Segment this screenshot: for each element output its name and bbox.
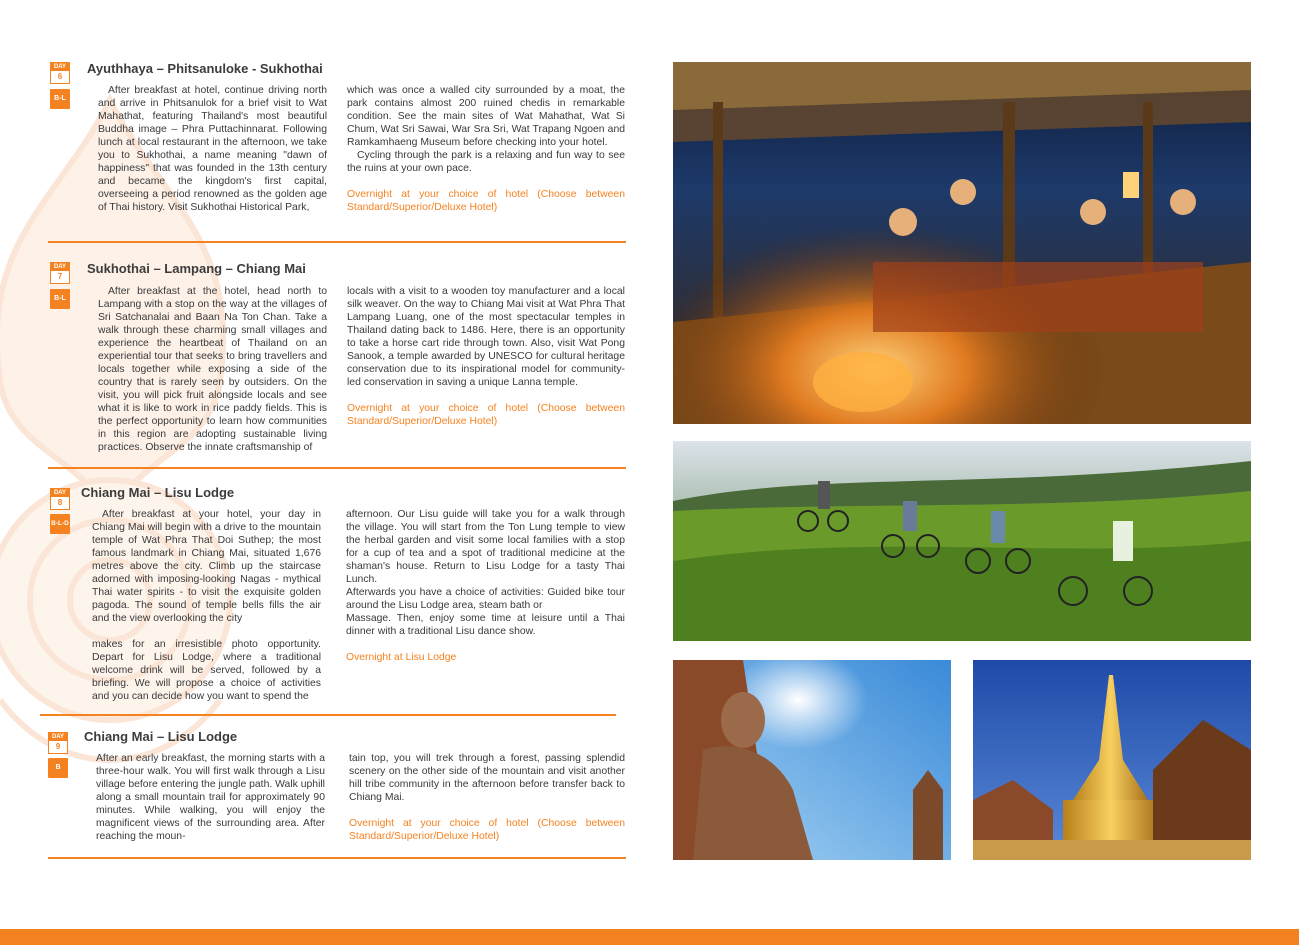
- day-label: DAY: [51, 63, 69, 71]
- photo-buddha-statue: [673, 660, 951, 860]
- meal-badge: B-L: [50, 289, 70, 309]
- paragraph: Afterwards you have a choice of activities: Guided bike tour around the Lisu Lodge area, steam bath or: [346, 587, 625, 611]
- paragraph: After an early breakfast, the morning starts with a three-hour walk. You will first walk through a Lisu village before entering the jungle path. Walk uphill along a small mountain trail for approximately 90 minutes. While walking, you will enjoy the magnificent views of the surrounding area. After reaching the moun-: [96, 753, 325, 842]
- overnight-note: Overnight at Lisu Lodge: [346, 652, 457, 663]
- day-number: 8: [57, 498, 63, 507]
- meal-badge: B: [48, 758, 68, 778]
- day-label: DAY: [51, 489, 69, 497]
- overnight-note: Overnight at your choice of hotel (Choose between Standard/Superior/Deluxe Hotel): [347, 189, 625, 213]
- overnight-note: Overnight at your choice of hotel (Choose between Standard/Superior/Deluxe Hotel): [349, 818, 625, 842]
- day-text-col2: [346, 508, 625, 664]
- photo-cycling-hills: [673, 441, 1251, 641]
- section-divider: [40, 714, 616, 716]
- day-badge: [50, 488, 70, 510]
- paragraph: After breakfast at your hotel, your day in Chiang Mai will begin with a drive to the mountain temple of Wat Phra That Doi Suthep; the most famous landmark in Chiang Mai, situated 1,676 metres above the city. Climb up the staircase adorned with imposing-looking Nagas - mythical Thai water spirits - to visit the exquisite golden pagoda. The sound of temple bells fills the air and the view overlooking the city: [92, 509, 321, 624]
- day-number: 9: [55, 742, 61, 751]
- meal-badge: B-L-D: [50, 514, 70, 534]
- day-title: Chiang Mai – Lisu Lodge: [81, 485, 235, 500]
- footer-bar: [0, 929, 1299, 945]
- day-text-col1: [92, 508, 321, 703]
- day-text-col2: [347, 285, 625, 428]
- day-title: Chiang Mai – Lisu Lodge: [84, 729, 238, 744]
- day-text-col1: [98, 84, 327, 214]
- day-label: DAY: [49, 733, 67, 741]
- section-divider: [48, 857, 626, 859]
- day-title: Ayuthhaya – Phitsanuloke - Sukhothai: [87, 61, 323, 76]
- paragraph: locals with a visit to a wooden toy manufacturer and a local silk weaver. On the way to Chiang Mai visit at Wat Phra That Lampang Luang, one of the most spectacular temples in Thailand dating back to 1486. Here, there is an opportunity to take a horse cart ride through town. Also, visit Wat Pong Sanook, a temple awarded by UNESCO for cultural heritage conservation due to its inspirational model for community-led conservation in saving a unique Lanna temple.: [347, 286, 625, 388]
- paragraph: Cycling through the park is a relaxing and fun way to see the ruins at your own pace.: [347, 150, 625, 174]
- day-number: 6: [57, 72, 63, 81]
- photo-campfire-evening: [673, 62, 1251, 424]
- day-title: Sukhothai – Lampang – Chiang Mai: [87, 261, 306, 276]
- paragraph: which was once a walled city surrounded by a moat, the park contains almost 200 ruined chedis in remarkable condition. See the main sites of Wat Mahathat, Wat Si Chum, Wat Sri Sawai, War Sra Sri, Wat Trapang Ngoen and Ramkamhaeng Museum before checking into your hotel.: [347, 85, 625, 148]
- day-number: 7: [57, 272, 63, 281]
- day-badge: [50, 262, 70, 284]
- paragraph: tain top, you will trek through a forest, passing splendid scenery on the other side of the mountain and visit another hill tribe community in the afternoon before transfer back to Chiang Mai.: [349, 753, 625, 803]
- section-divider: [48, 467, 626, 469]
- paragraph: Massage. Then, enjoy some time at leisure until a Thai dinner with a traditional Lisu dance show.: [346, 613, 625, 637]
- paragraph: afternoon. Our Lisu guide will take you for a walk through the village. You will start from the Ton Lung temple to view the herbal garden and visit some local families with a stop for a cup of tea and a spot of traditional medicine at the shaman's house. Return to Lisu Lodge for a tasty Thai Lunch.: [346, 509, 625, 585]
- paragraph: makes for an irresistible photo opportunity. Depart for Lisu Lodge, where a traditional welcome drink will be served, followed by a briefing. We will propose a choice of activities and you can decide how you want to spend the: [92, 639, 321, 702]
- day-text-col1: [96, 752, 325, 843]
- overnight-note: Overnight at your choice of hotel (Choose between Standard/Superior/Deluxe Hotel): [347, 403, 625, 427]
- meal-badge: B-L: [50, 89, 70, 109]
- day-text-col2: [349, 752, 625, 843]
- day-text-col1: [98, 285, 327, 454]
- day-label: DAY: [51, 263, 69, 271]
- day-badge: [48, 732, 68, 754]
- day-text-col2: [347, 84, 625, 214]
- paragraph: After breakfast at the hotel, head north to Lampang with a stop on the way at the villages of Sri Satchanalai and Baan Na Ton Chan. Take a walk through these charming small villages and experience the heartbeat of Thailand on an experiential tour that seeks to bring travellers and locals together while exposing a side of the country that is rarely seen by outsiders. On the visit, you will pick fruit alongside locals and see what it is like to work in rice paddy fields. This is the perfect opportunity to learn how communities in this region are adopting sustainable living practices. Observe the innate craftsmanship of: [98, 286, 327, 453]
- day-badge: [50, 62, 70, 84]
- paragraph: After breakfast at hotel, continue driving north and arrive in Phitsanulok for a brief visit to Wat Mahathat, featuring Thailand's most beautiful Buddha image – Phra Puttachinnarat. Following lunch at local restaurant in the afternoon, we take you to Sukhothai, a name meaning "dawn of happiness" that was founded in the 13th century and became the kingdom's first capital, overseeing a period renowned as the golden age of Thai history. Visit Sukhothai Historical Park,: [98, 85, 327, 213]
- section-divider: [48, 241, 626, 243]
- photo-golden-pagoda: [973, 660, 1251, 860]
